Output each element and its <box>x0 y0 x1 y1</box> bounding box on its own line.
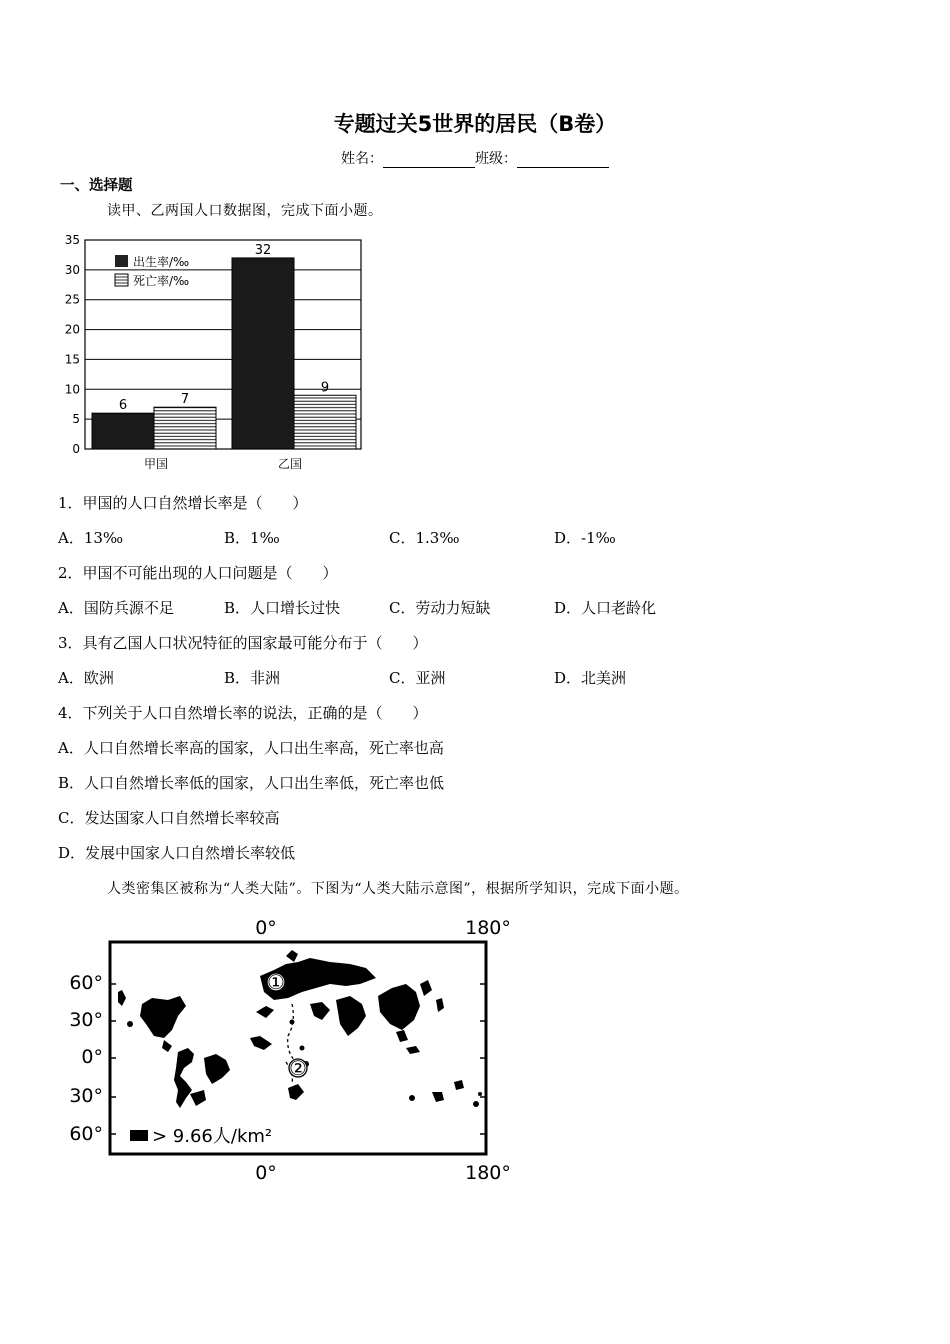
y-tick-label: 10 <box>64 382 80 397</box>
question-4: 4．下列关于人口自然增长率的说法，正确的是（ ） <box>58 704 428 722</box>
y-tick-label: 5 <box>72 412 80 427</box>
legend-death: 死亡率/‰ <box>133 274 190 288</box>
question-2: 2．甲国不可能出现的人口问题是（ ） <box>58 564 338 582</box>
intro-text-1: 读甲、乙两国人口数据图，完成下面小题。 <box>107 203 383 219</box>
map-lat-60s: 60° <box>69 1123 103 1145</box>
q4-option-a[interactable]: A．人口自然增长率高的国家，人口出生率高，死亡率也高 <box>58 739 444 757</box>
y-tick-label: 35 <box>64 233 80 247</box>
q3-option-b[interactable]: B．非洲 <box>224 669 281 687</box>
question-3: 3．具有乙国人口状况特征的国家最可能分布于（ ） <box>58 634 428 652</box>
q3-option-c[interactable]: C．亚洲 <box>389 669 446 687</box>
map-lat-0: 0° <box>81 1046 103 1068</box>
bar-value-label: 7 <box>180 392 190 408</box>
category-label-jia: 甲国 <box>143 457 169 471</box>
map-top-label-180: 180° <box>465 917 511 939</box>
y-tick-label: 15 <box>64 352 80 367</box>
map-legend-label: > 9.66人/km² <box>152 1126 273 1147</box>
class-label: 班级： <box>475 151 517 167</box>
q3-option-d[interactable]: D．北美洲 <box>554 669 627 687</box>
y-tick-label: 20 <box>64 322 80 337</box>
name-label: 姓名： <box>341 151 383 167</box>
q1-option-b[interactable]: B．1‰ <box>224 529 280 547</box>
legend-birth: 出生率/‰ <box>133 255 190 269</box>
map-lat-30s: 30° <box>69 1085 103 1107</box>
map-lat-60n: 60° <box>69 972 103 994</box>
marker-1: ① <box>267 970 285 994</box>
q2-option-c[interactable]: C．劳动力短缺 <box>389 599 491 617</box>
section-heading: 一、选择题 <box>60 178 133 194</box>
q1-option-d[interactable]: D．-1‰ <box>554 529 616 547</box>
bar-value-label: 9 <box>320 380 330 396</box>
bar-value-label: 32 <box>254 242 272 258</box>
birth-rate-bar-0 <box>92 413 154 449</box>
q3-option-a[interactable]: A．欧洲 <box>58 669 114 687</box>
q2-option-b[interactable]: B．人口增长过快 <box>224 599 341 617</box>
class-blank[interactable] <box>517 153 609 168</box>
q4-option-d[interactable]: D．发展中国家人口自然增长率较低 <box>58 844 296 862</box>
y-tick-label: 0 <box>72 442 80 456</box>
map-legend-swatch <box>130 1130 148 1141</box>
population-bar-chart <box>55 230 375 480</box>
name-blank[interactable] <box>383 153 475 168</box>
map-bottom-label-180: 180° <box>465 1162 511 1184</box>
q1-option-a[interactable]: A．13‰ <box>58 529 124 547</box>
student-info <box>0 148 950 168</box>
y-tick-label: 30 <box>64 262 80 277</box>
birth-rate-bar-1 <box>232 258 294 449</box>
q2-option-a[interactable]: A．国防兵源不足 <box>58 599 174 617</box>
legend-swatch-death <box>115 274 128 286</box>
q4-option-c[interactable]: C．发达国家人口自然增长率较高 <box>58 809 280 827</box>
page-title: 专题过关5世界的居民（B卷） <box>333 112 617 136</box>
q2-option-d[interactable]: D．人口老龄化 <box>554 599 657 617</box>
marker-2: ② <box>289 1056 307 1080</box>
question-1: 1．甲国的人口自然增长率是（ ） <box>58 494 308 512</box>
map-top-label-0: 0° <box>255 917 277 939</box>
intro-text-2: 人类密集区被称为“人类大陆”。下图为“人类大陆示意图”，根据所学知识，完成下面小题。 <box>107 881 689 897</box>
human-continent-map <box>60 912 530 1187</box>
chart-bars <box>92 243 356 449</box>
legend-swatch-birth <box>115 255 128 267</box>
category-label-yi: 乙国 <box>277 457 303 471</box>
q1-option-c[interactable]: C．1.3‰ <box>389 529 460 547</box>
bar-value-label: 6 <box>118 398 128 414</box>
map-lat-30n: 30° <box>69 1009 103 1031</box>
y-tick-label: 25 <box>64 292 80 307</box>
death-rate-bar-1 <box>294 395 356 449</box>
q4-option-b[interactable]: B．人口自然增长率低的国家，人口出生率低，死亡率也低 <box>58 774 445 792</box>
map-bottom-label-0: 0° <box>255 1162 277 1184</box>
death-rate-bar-0 <box>154 407 216 449</box>
